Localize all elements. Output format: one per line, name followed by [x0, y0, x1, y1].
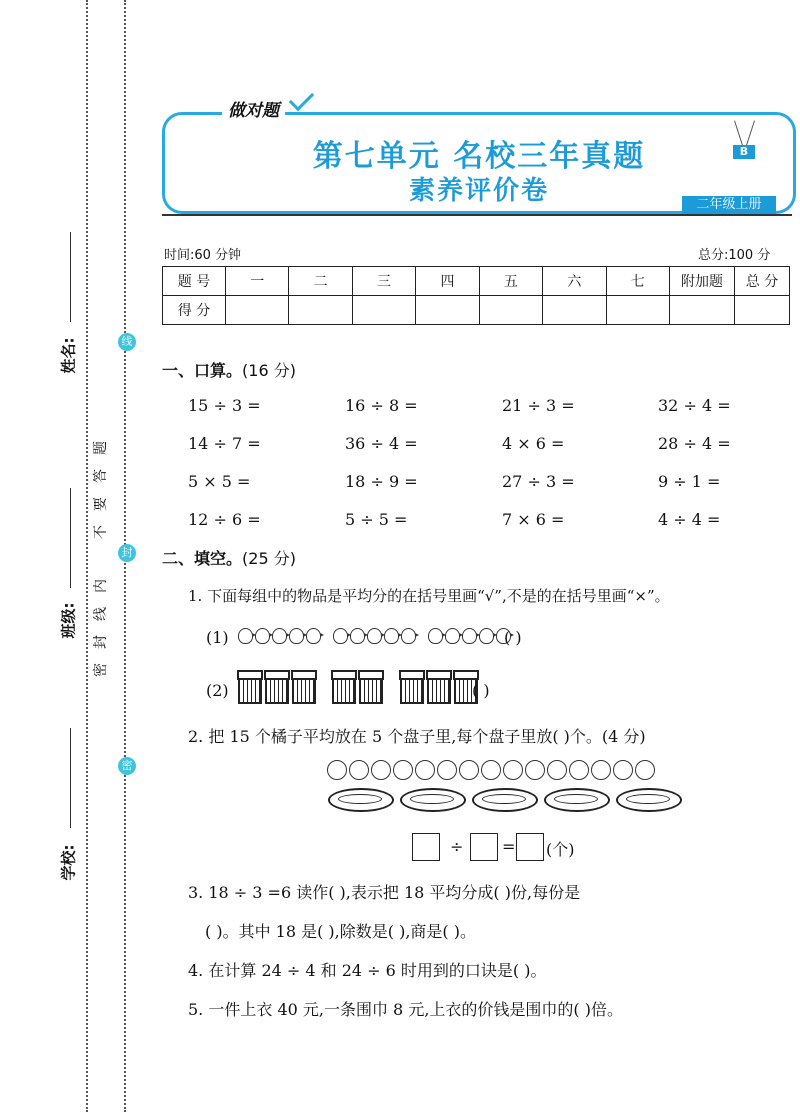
section-1-points: (16 分)	[242, 361, 296, 380]
calc-problem: 5 × 5 =	[188, 472, 251, 491]
score-input-cell[interactable]	[606, 296, 669, 325]
chick-group-1	[238, 628, 321, 644]
chick-icon	[238, 628, 253, 644]
page-title: 第七单元 名校三年真题	[312, 139, 646, 174]
orange-icon	[613, 760, 633, 780]
calc-problem: 14 ÷ 7 =	[188, 434, 261, 453]
equals-sign: =	[502, 837, 516, 856]
table-cell: 二	[289, 267, 352, 296]
class-label: 班级:	[59, 602, 78, 639]
question-1b-label: (2)	[206, 681, 229, 700]
gift-box-icon	[265, 674, 289, 704]
calc-problem: 4 ÷ 4 =	[658, 510, 721, 529]
chick-icon	[306, 628, 321, 644]
notice-char: 题	[93, 441, 109, 455]
table-cell: 六	[543, 267, 606, 296]
question-1a-label: (1)	[206, 628, 229, 647]
chick-icon	[401, 628, 416, 644]
notice-char: 封	[93, 635, 109, 649]
answer-box-dividend[interactable]	[412, 833, 440, 861]
orange-icon	[393, 760, 413, 780]
score-input-cell[interactable]	[416, 296, 479, 325]
answer-blank-1b[interactable]: ( )	[472, 681, 490, 700]
table-cell: 七	[606, 267, 669, 296]
notice-char: 答	[93, 469, 109, 483]
orange-icon	[547, 760, 567, 780]
orange-icon	[635, 760, 655, 780]
orange-icon	[437, 760, 457, 780]
page-subtitle: 素养评价卷	[408, 176, 549, 206]
seal-mark-mi: 密	[118, 757, 136, 775]
plate-row	[328, 788, 682, 812]
notice-char: 不	[93, 525, 109, 539]
notice-char: 线	[93, 607, 109, 621]
gift-group-3	[400, 674, 479, 704]
orange-icon	[569, 760, 589, 780]
chick-icon	[350, 628, 365, 644]
orange-icon	[525, 760, 545, 780]
gift-group-1	[238, 674, 317, 704]
gift-box-icon	[400, 674, 424, 704]
calc-problem: 7 × 6 =	[502, 510, 565, 529]
table-cell: 四	[416, 267, 479, 296]
gift-group-2	[332, 674, 384, 704]
orange-icon	[503, 760, 523, 780]
question-5: 5. 一件上衣 40 元,一条围巾 8 元,上衣的价钱是围巾的( )倍。	[188, 1000, 623, 1019]
plate-icon	[400, 788, 466, 812]
binding-dotted-line-outer	[86, 0, 88, 1112]
chick-icon	[272, 628, 287, 644]
table-cell: 五	[479, 267, 542, 296]
chick-icon	[428, 628, 443, 644]
question-3-line-1: 3. 18 ÷ 3 =6 读作( ),表示把 18 平均分成( )份,每份是	[188, 883, 581, 902]
header-divider	[162, 214, 792, 216]
school-label: 学校:	[59, 844, 78, 881]
chick-icon	[462, 628, 477, 644]
answer-blank-1a[interactable]: ( )	[504, 628, 522, 647]
unit-label: (个)	[546, 840, 575, 859]
score-input-cell[interactable]	[226, 296, 289, 325]
table-cell: 题 号	[163, 267, 226, 296]
notice-char: 密	[93, 663, 109, 677]
calc-problem: 36 ÷ 4 =	[345, 434, 418, 453]
calc-problem: 9 ÷ 1 =	[658, 472, 721, 491]
gift-box-icon	[332, 674, 356, 704]
notice-char: 要	[93, 497, 109, 511]
chick-icon	[367, 628, 382, 644]
seal-mark-xian: 线	[118, 333, 136, 351]
chick-icon	[289, 628, 304, 644]
orange-row	[327, 760, 655, 780]
version-badge: B	[733, 145, 755, 159]
gift-box-icon	[292, 674, 316, 704]
section-1-heading	[162, 358, 296, 381]
orange-icon	[371, 760, 391, 780]
chick-icon	[384, 628, 399, 644]
score-table-score-row	[163, 296, 790, 325]
chick-icon	[333, 628, 348, 644]
chick-icon	[479, 628, 494, 644]
notice-char: 内	[93, 579, 109, 593]
checkmark-icon	[289, 86, 314, 111]
table-cell: 得 分	[163, 296, 226, 325]
table-cell: 总 分	[735, 267, 790, 296]
question-2: 2. 把 15 个橘子平均放在 5 个盘子里,每个盘子里放( )个。(4 分)	[188, 727, 646, 746]
section-2-heading	[162, 546, 296, 569]
score-input-cell[interactable]	[289, 296, 352, 325]
exam-time: 时间:60 分钟	[164, 248, 242, 263]
question-4: 4. 在计算 24 ÷ 4 和 24 ÷ 6 时用到的口诀是( )。	[188, 961, 547, 980]
orange-icon	[327, 760, 347, 780]
table-cell: 三	[352, 267, 415, 296]
exam-total: 总分:100 分	[698, 248, 771, 263]
school-write-line	[70, 728, 71, 828]
score-input-cell[interactable]	[479, 296, 542, 325]
name-write-line	[70, 232, 71, 322]
plate-icon	[472, 788, 538, 812]
section-2-points: (25 分)	[242, 549, 296, 568]
calc-problem: 5 ÷ 5 =	[345, 510, 408, 529]
score-input-cell[interactable]	[670, 296, 735, 325]
section-2-title: 二、填空。	[162, 549, 243, 568]
question-3-line-2: ( )。其中 18 是( ),除数是( ),商是( )。	[205, 922, 476, 941]
orange-icon	[459, 760, 479, 780]
gift-box-icon	[427, 674, 451, 704]
gift-box-icon	[359, 674, 383, 704]
score-input-cell[interactable]	[735, 296, 790, 325]
brand-logo: 做对题	[222, 96, 285, 121]
score-table	[162, 266, 790, 325]
calc-problem: 32 ÷ 4 =	[658, 396, 731, 415]
chick-group-2	[333, 628, 416, 644]
calc-problem: 28 ÷ 4 =	[658, 434, 731, 453]
calc-problem: 27 ÷ 3 =	[502, 472, 575, 491]
calc-problem: 21 ÷ 3 =	[502, 396, 575, 415]
answer-box-divisor[interactable]	[470, 833, 498, 861]
division-sign: ÷	[450, 837, 464, 856]
orange-icon	[415, 760, 435, 780]
section-1-title: 一、口算。	[162, 361, 243, 380]
gift-box-icon	[238, 674, 262, 704]
chick-icon	[445, 628, 460, 644]
grade-tag: 二年级上册	[682, 196, 776, 214]
orange-icon	[591, 760, 611, 780]
answer-box-quotient[interactable]	[516, 833, 544, 861]
orange-icon	[349, 760, 369, 780]
chick-icon	[255, 628, 270, 644]
calc-problem: 12 ÷ 6 =	[188, 510, 261, 529]
calc-problem: 18 ÷ 9 =	[345, 472, 418, 491]
score-table-header-row	[163, 267, 790, 296]
table-cell: 一	[226, 267, 289, 296]
plate-icon	[544, 788, 610, 812]
plate-icon	[616, 788, 682, 812]
calc-problem: 16 ÷ 8 =	[345, 396, 418, 415]
table-cell: 附加题	[670, 267, 735, 296]
plate-icon	[328, 788, 394, 812]
calc-problem: 15 ÷ 3 =	[188, 396, 261, 415]
chick-group-3	[428, 628, 511, 644]
calc-problem: 4 × 6 =	[502, 434, 565, 453]
question-1: 1. 下面每组中的物品是平均分的在括号里画“√”,不是的在括号里画“×”。	[188, 587, 670, 605]
class-write-line	[70, 488, 71, 588]
seal-mark-feng: 封	[118, 544, 136, 562]
score-input-cell[interactable]	[352, 296, 415, 325]
name-label: 姓名:	[59, 337, 78, 374]
orange-icon	[481, 760, 501, 780]
score-input-cell[interactable]	[543, 296, 606, 325]
